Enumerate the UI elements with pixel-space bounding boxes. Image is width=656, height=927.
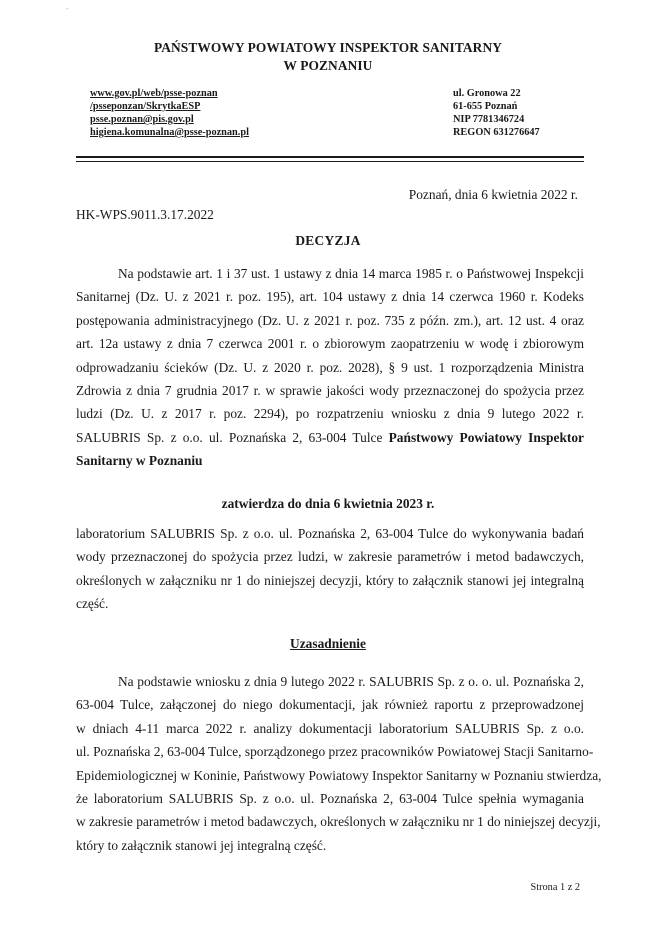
paragraph-line: laboratorium SALUBRIS Sp. z o.o. ul. Poznańska 2, 63-004 Tulce do wykonywania badań xyxy=(76,526,584,541)
paragraph-line: Na podstawie art. 1 i 37 ust. 1 ustawy z dnia 14 marca 1985 r. o Państwowej Inspekcji xyxy=(118,266,584,281)
page-number: Strona 1 z 2 xyxy=(530,882,580,893)
paragraph-line: odprowadzaniu ścieków (Dz. U. z 2020 r. poz. 2028), § 9 ust. 1 rozporządzenia Ministra xyxy=(76,359,584,375)
paragraph-line: w zakresie parametrów i metod badawczych, określonych w załączniku nr 1 do niniejszej decyzji, xyxy=(76,814,601,830)
paragraph-line: że laboratorium SALUBRIS Sp. z o.o. ul. Poznańska 2, 63-004 Tulce spełnia wymagania xyxy=(76,791,584,807)
paragraph-line: postępowania administracyjnego (Dz. U. z 2021 r. poz. 735 z późn. zm.), art. 12 ust. 4 oraz xyxy=(76,312,584,328)
paragraph-line: ul. Poznańska 2, 63-004 Tulce, sporządzonego przez pracowników Powiatowej Stacji Sanitarno- xyxy=(76,744,594,760)
paragraph-line: ludzi (Dz. U. z 2017 r. poz. 2294), po rozpatrzeniu wniosku z dnia 9 lutego 2022 r. xyxy=(76,406,584,422)
hygiene-email-link[interactable]: higiena.komunalna@psse-poznan.pl xyxy=(90,127,249,138)
authority-bold-text: Państwowy Powiatowy Inspektor xyxy=(388,429,584,445)
approval-statement: zatwierdza do dnia 6 kwietnia 2023 r. xyxy=(221,496,435,511)
paragraph-line: art. 12a ustawy z dnia 7 czerwca 2001 r. o zbiorowym zaopatrzeniu w wodę i zbiorowym xyxy=(76,336,584,352)
nip-line: NIP 7781346724 xyxy=(453,114,525,125)
paragraph-line: 63-004 Tulce, załączonej do niego dokumentacji, jak również raportu z przeprowadzonej xyxy=(76,697,584,713)
paragraph-line: określonych w załączniku nr 1 do niniejszej decyzji, który to załącznik stanowi jej integralną xyxy=(76,572,584,588)
paragraph-line-mixed xyxy=(76,426,584,449)
paragraph-line: Epidemiologicznej w Koninie, Państwowy Powiatowy Inspektor Sanitarny w Poznaniu stwierdza, xyxy=(76,767,602,783)
decision-title: DECYZJA xyxy=(295,233,361,248)
website-link[interactable]: www.gov.pl/web/psse-poznan xyxy=(90,88,218,99)
paragraph-line: który to załącznik stanowi jej integralną część. xyxy=(76,837,327,853)
authority-bold-text: Sanitarny w Poznaniu xyxy=(76,453,203,469)
scan-mark: - xyxy=(66,4,69,13)
header-divider-thick xyxy=(76,156,584,158)
issue-date: Poznań, dnia 6 kwietnia 2022 r. xyxy=(408,187,578,202)
street-line: ul. Gronowa 22 xyxy=(453,88,521,99)
header-divider-thin xyxy=(76,161,584,162)
approval-paragraph xyxy=(76,522,584,616)
email-link[interactable]: psse.poznan@pis.gov.pl xyxy=(90,114,194,125)
authority-name: PAŃSTWOWY POWIATOWY INSPEKTOR SANITARNY xyxy=(153,40,502,55)
paragraph-line: część. xyxy=(76,596,109,612)
paragraph-line: w dniach 4-11 marca 2022 r. analizy dokumentacji laboratorium SALUBRIS Sp. z o.o. xyxy=(76,720,584,736)
justification-heading: Uzasadnienie xyxy=(290,636,366,651)
address-block xyxy=(453,87,540,139)
justification-paragraph xyxy=(76,670,602,857)
paragraph-line: Zdrowia z dnia 7 grudnia 2017 r. w sprawie jakości wody przeznaczonej do spożycia przez xyxy=(76,383,584,399)
paragraph-line: wody przeznaczonej do spożycia przez ludzi, w zakresie parametrów i metod badawczych, xyxy=(76,549,584,565)
case-number: HK-WPS.9011.3.17.2022 xyxy=(76,207,214,222)
paragraph-line: Sanitarnej (Dz. U. z 2021 r. poz. 195), art. 104 ustawy z dnia 14 czerwca 1960 r. Kodeks xyxy=(76,289,584,305)
applicant-text: SALUBRIS Sp. z o.o. ul. Poznańska 2, 63-004 Tulce xyxy=(76,429,383,445)
contact-links xyxy=(90,87,249,139)
authority-city: W POZNANIU xyxy=(283,58,373,73)
paragraph-line xyxy=(76,449,584,472)
postal-line: 61-655 Poznań xyxy=(453,101,518,112)
esp-inbox-link[interactable]: /psseponzan/SkrytkaESP xyxy=(90,101,201,112)
paragraph-line: Na podstawie wniosku z dnia 9 lutego 2022 r. SALUBRIS Sp. z o. o. ul. Poznańska 2, xyxy=(118,674,584,689)
regon-line: REGON 631276647 xyxy=(453,127,540,138)
legal-basis-paragraph xyxy=(76,262,584,473)
